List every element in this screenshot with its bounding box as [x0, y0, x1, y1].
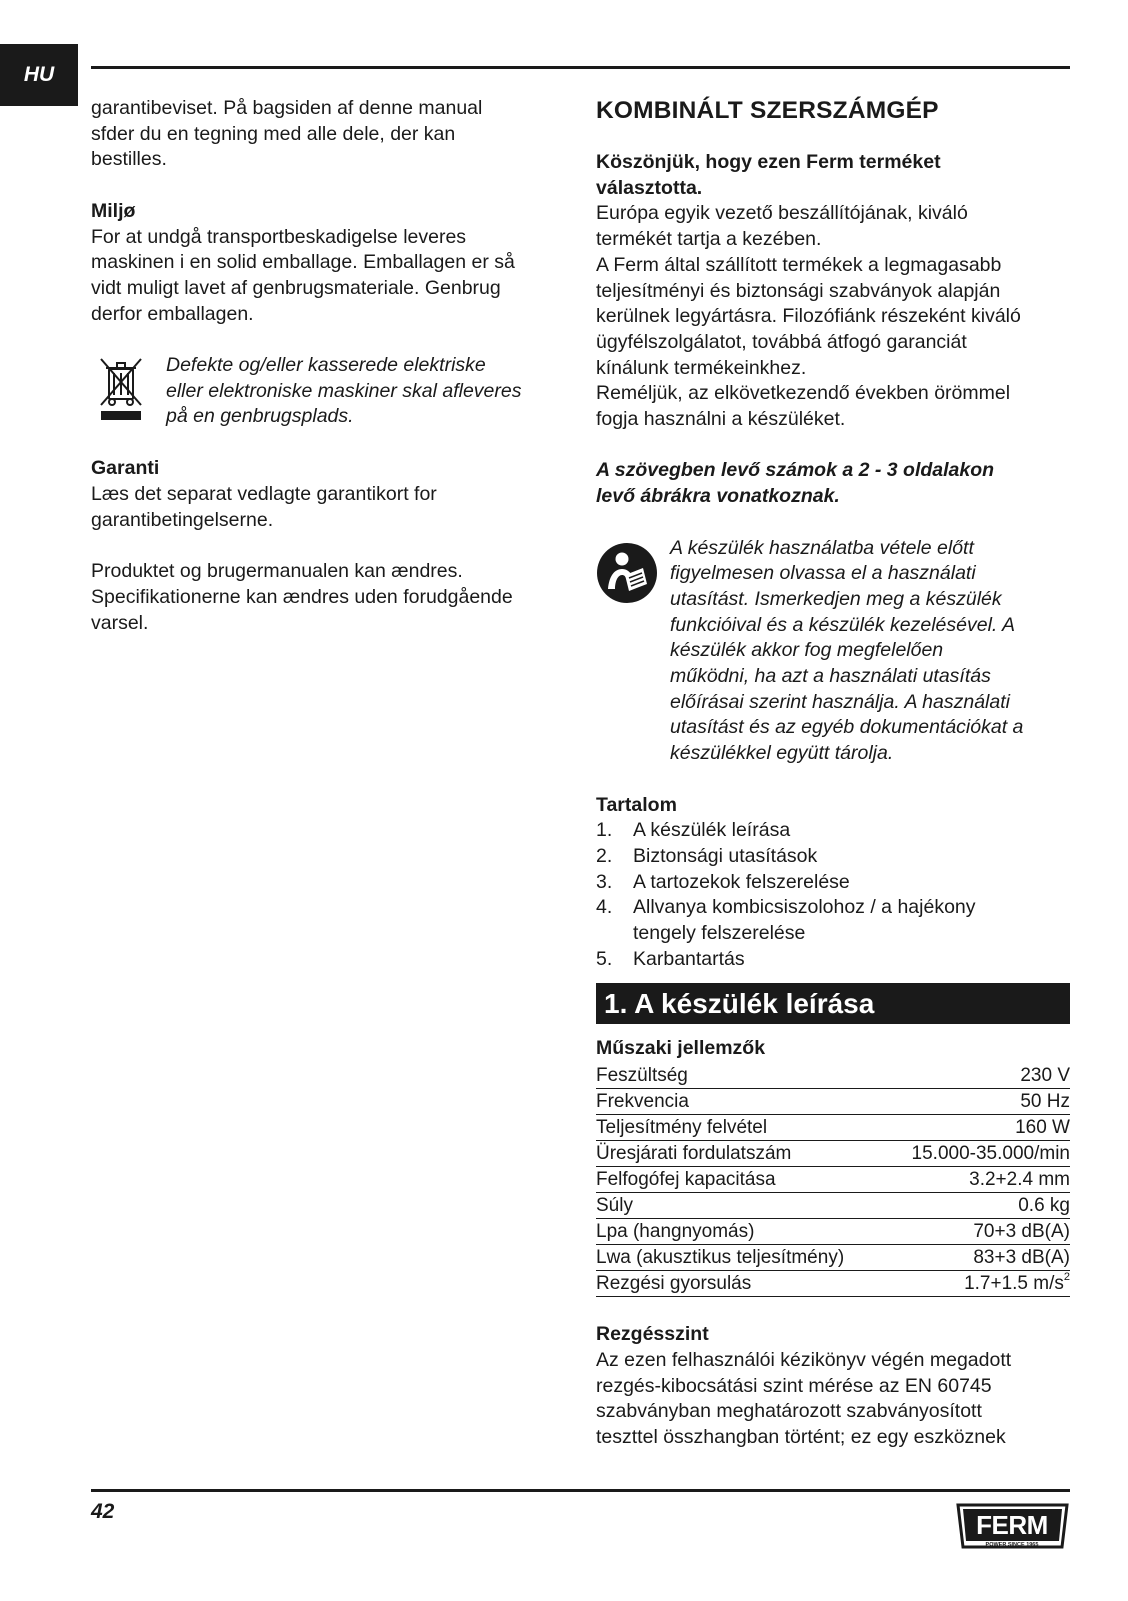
- spec-label: Teljesítmény felvétel: [596, 1114, 885, 1140]
- specs-title: Műszaki jellemzők: [596, 1037, 766, 1060]
- toc-num: 3.: [596, 870, 613, 893]
- manual-line: működni, ha azt a használati utasítás: [670, 665, 991, 688]
- weee-notice: [91, 353, 571, 431]
- manual-line: funkcióival és a készülék kezelésével. A: [670, 613, 1016, 636]
- manual-line: figyelmesen olvassa el a használati: [670, 562, 976, 585]
- spec-value: 230 V: [885, 1062, 1070, 1088]
- toc-item: [596, 870, 1070, 896]
- toc-item: [596, 895, 1070, 946]
- vibration-line: Az ezen felhasználói kézikönyv végén megadott: [596, 1349, 1012, 1372]
- table-row: [596, 1218, 1070, 1244]
- spec-label: Lpa (hangnyomás): [596, 1218, 885, 1244]
- table-row: [596, 1270, 1070, 1296]
- weee-line: Defekte og/eller kasserede elektriske: [166, 354, 486, 376]
- language-tab: [0, 44, 78, 106]
- miljo-title: Miljø: [91, 199, 136, 222]
- page-number: 42: [91, 1500, 115, 1523]
- garanti-line: garantibetingelserne.: [91, 508, 274, 531]
- toc-item: [596, 818, 1070, 844]
- spec-value: 70+3 dB(A): [885, 1218, 1070, 1244]
- table-row: [596, 1062, 1070, 1088]
- vibration-line: teszttel összhangban történt; ez egy eszköznek: [596, 1426, 1006, 1449]
- manual-line: készülékkel együtt tárolja.: [670, 742, 894, 765]
- spec-value: 1.7+1.5 m/s: [964, 1272, 1064, 1294]
- intro-line: kerülnek legyártásra. Filozófiánk részeként kiváló: [596, 305, 1021, 328]
- spec-value: 83+3 dB(A): [885, 1244, 1070, 1270]
- toc-num: 1.: [596, 819, 613, 842]
- manual-line: utasítást és az egyéb dokumentációkat a: [670, 716, 1024, 739]
- right-column: [596, 96, 1070, 1451]
- vibration-line: rezgés-kibocsátási szint mérése az EN 60745: [596, 1374, 992, 1397]
- left-column: [91, 96, 571, 636]
- language-code: HU: [23, 63, 55, 86]
- miljo-line: For at undgå transportbeskadigelse leveres: [91, 225, 467, 248]
- vibration-title: Rezgésszint: [596, 1323, 709, 1346]
- logo-tagline: POWER SINCE 1965: [985, 1542, 1039, 1548]
- spec-label: Üresjárati fordulatszám: [596, 1140, 885, 1166]
- notice-line: Specifikationerne kan ændres uden forudgående: [91, 585, 513, 608]
- toc-item: [596, 844, 1070, 870]
- manual-line: A készülék használatba vétele előtt: [670, 536, 974, 559]
- figures-note-line: A szövegben levő számok a 2 - 3 oldalakon: [596, 459, 995, 482]
- table-row: [596, 1244, 1070, 1270]
- intro-line: fogja használni a készüléket.: [596, 408, 846, 431]
- manual-line: készülék akkor fog megfelelően: [670, 639, 944, 662]
- intro-line: garantibeviset. På bagsiden af denne manual: [91, 97, 483, 119]
- spec-label: Feszültség: [596, 1062, 885, 1088]
- toc-title: Tartalom: [596, 793, 677, 816]
- toc-list: [596, 818, 1070, 972]
- spec-superscript: 2: [1063, 1270, 1070, 1283]
- intro-line: Európa egyik vezető beszállítójának, kiváló: [596, 202, 968, 225]
- miljo-line: vidt muligt lavet af genbrugsmateriale. Genbrug: [91, 276, 501, 299]
- toc-label: A készülék leírása: [633, 819, 791, 842]
- weee-line: eller elektroniske maskiner skal afleveres: [166, 379, 522, 402]
- table-row: [596, 1140, 1070, 1166]
- read-manual-icon: [596, 536, 670, 612]
- section-heading: 1. A készülék leírása: [596, 983, 1070, 1024]
- specs-table: [596, 1062, 1070, 1297]
- spec-label: Rezgési gyorsulás: [596, 1270, 885, 1296]
- toc-num: 4.: [596, 896, 613, 919]
- toc-num: 5.: [596, 947, 613, 970]
- notice-line: varsel.: [91, 611, 149, 634]
- weee-line: på en genbrugsplads.: [166, 405, 354, 428]
- toc-label: Biztonsági utasítások: [633, 844, 818, 867]
- manual-line: előírásai szerint használja. A használati: [670, 690, 1010, 713]
- spec-value-cell: [885, 1270, 1070, 1296]
- manual-line: utasítást. Ismerkedjen meg a készülék: [670, 587, 1002, 610]
- table-row: [596, 1088, 1070, 1114]
- top-rule: [91, 66, 1070, 69]
- table-row: [596, 1166, 1070, 1192]
- toc-label: Allvanya kombicsiszolohoz / a hajékony: [633, 896, 976, 919]
- bottom-rule: [91, 1489, 1070, 1492]
- spec-label: Súly: [596, 1192, 885, 1218]
- garanti-line: Læs det separat vedlagte garantikort for: [91, 483, 437, 506]
- logo-brand: FERM: [976, 1510, 1048, 1540]
- intro-line: Reméljük, az elkövetkezendő években örömmel: [596, 382, 1011, 405]
- weee-crossed-bin-icon: [91, 353, 166, 431]
- ferm-logo: [955, 1501, 1070, 1551]
- table-row: [596, 1192, 1070, 1218]
- toc-label: tengely felszerelése: [633, 922, 806, 945]
- figures-note-line: levő ábrákra vonatkoznak.: [596, 485, 840, 508]
- garanti-title: Garanti: [91, 457, 160, 480]
- spec-value: 3.2+2.4 mm: [885, 1166, 1070, 1192]
- miljo-line: derfor emballagen.: [91, 302, 254, 325]
- spec-value: 0.6 kg: [885, 1192, 1070, 1218]
- intro-line: sfder du en tegning med alle dele, der kan: [91, 122, 456, 145]
- intro-line: ügyfélszolgálatot, továbbá átfogó garanciát: [596, 330, 967, 353]
- toc-num: 2.: [596, 844, 613, 867]
- toc-label: Karbantartás: [633, 947, 745, 970]
- thanks-line: Köszönjük, hogy ezen Ferm terméket: [596, 151, 941, 173]
- intro-line: termékét tartja a kezében.: [596, 228, 822, 251]
- miljo-line: maskinen i en solid emballage. Emballagen er så: [91, 251, 515, 274]
- spec-label: Lwa (akusztikus teljesítmény): [596, 1244, 885, 1270]
- toc-item: [596, 947, 1070, 973]
- page-title: KOMBINÁLT SZERSZÁMGÉP: [596, 97, 939, 124]
- spec-label: Frekvencia: [596, 1088, 885, 1114]
- intro-line: bestilles.: [91, 148, 167, 171]
- spec-value: 15.000-35.000/min: [885, 1140, 1070, 1166]
- spec-value: 50 Hz: [885, 1088, 1070, 1114]
- notice-line: Produktet og brugermanualen kan ændres.: [91, 560, 463, 583]
- intro-line: A Ferm által szállított termékek a legmagasabb: [596, 253, 1002, 276]
- table-row: [596, 1114, 1070, 1140]
- manual-notice: [596, 536, 1070, 767]
- spec-value: 160 W: [885, 1114, 1070, 1140]
- intro-line: kínálunk termékeinkhez.: [596, 356, 807, 379]
- vibration-line: szabványban meghatározott szabványosított: [596, 1400, 982, 1423]
- thanks-line: választotta.: [596, 176, 703, 199]
- intro-line: teljesítményi és biztonsági szabványok alapján: [596, 279, 1001, 302]
- toc-label: A tartozekok felszerelése: [633, 870, 850, 893]
- spec-label: Felfogófej kapacitása: [596, 1166, 885, 1192]
